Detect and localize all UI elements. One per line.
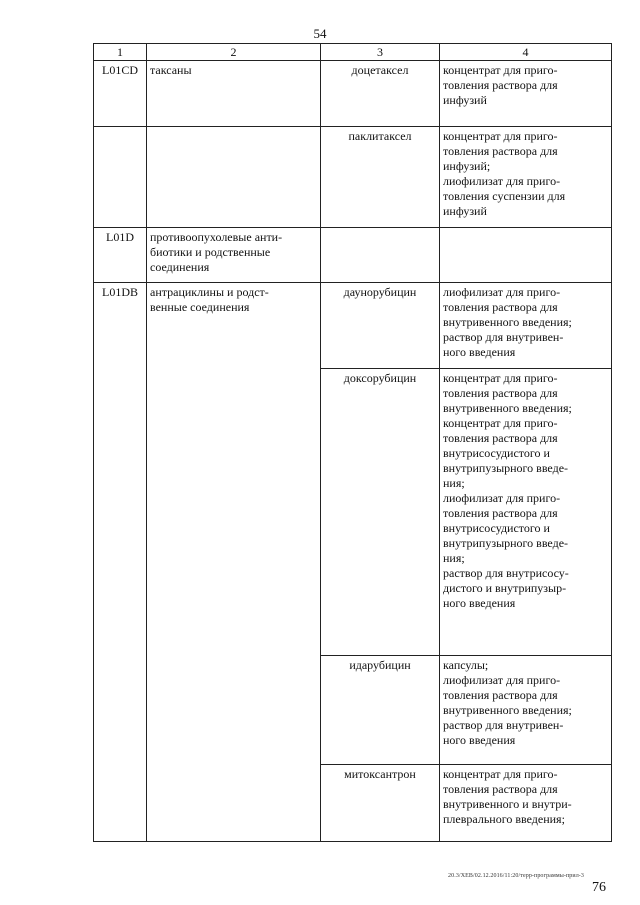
dosage-form: концентрат для приго- товления раствора для внутривенного введения; концентрат для приго- товления раствора для внутрисосудистого и внутрипузырного введе- ния; лиофилизат для приго- товления раствора для внутрисосудистого и внутрипузырного введе- ния; раствор для внутрисосу- дистого и внутрипузыр- ного введения xyxy=(440,369,612,656)
table-row xyxy=(94,61,612,127)
header-cell-4: 4 xyxy=(440,44,612,61)
header-cell-2: 2 xyxy=(147,44,321,61)
sheet-number: 76 xyxy=(592,880,606,895)
group-name: антрациклины и родст- венные соединения xyxy=(147,283,321,842)
footer-stamp: 20.3/ХЕВ/02.12.2016/11:20/терр-программы-прил-3 xyxy=(448,873,584,879)
table-row xyxy=(94,127,612,228)
atc-code: L01DB xyxy=(94,283,147,842)
drug-name: доцетаксел xyxy=(321,61,440,127)
drug-table xyxy=(93,43,612,842)
dosage-form: лиофилизат для приго- товления раствора для внутривенного введения; раствор для внутривен- ного введения xyxy=(440,283,612,369)
group-name xyxy=(147,127,321,228)
atc-code: L01D xyxy=(94,228,147,283)
drug-name xyxy=(321,228,440,283)
atc-code: L01CD xyxy=(94,61,147,127)
group-name: противоопухолевые анти- биотики и родственные соединения xyxy=(147,228,321,283)
page-number: 54 xyxy=(313,26,327,41)
group-name: таксаны xyxy=(147,61,321,127)
table-row xyxy=(94,228,612,283)
atc-code xyxy=(94,127,147,228)
drug-name: митоксантрон xyxy=(321,765,440,842)
dosage-form: концентрат для приго- товления раствора для инфузий; лиофилизат для приго- товления суспензии для инфузий xyxy=(440,127,612,228)
drug-name: даунорубицин xyxy=(321,283,440,369)
table-header-row xyxy=(94,44,612,61)
dosage-form: концентрат для приго- товления раствора для инфузий xyxy=(440,61,612,127)
drug-name: идарубицин xyxy=(321,656,440,765)
dosage-form: концентрат для приго- товления раствора для внутривенного и внутри- плеврального введения; xyxy=(440,765,612,842)
drug-name: доксорубицин xyxy=(321,369,440,656)
dosage-form: капсулы; лиофилизат для приго- товления раствора для внутривенного введения; раствор для внутривен- ного введения xyxy=(440,656,612,765)
dosage-form xyxy=(440,228,612,283)
header-cell-1: 1 xyxy=(94,44,147,61)
drug-name: паклитаксел xyxy=(321,127,440,228)
header-cell-3: 3 xyxy=(321,44,440,61)
table-row xyxy=(94,283,612,369)
